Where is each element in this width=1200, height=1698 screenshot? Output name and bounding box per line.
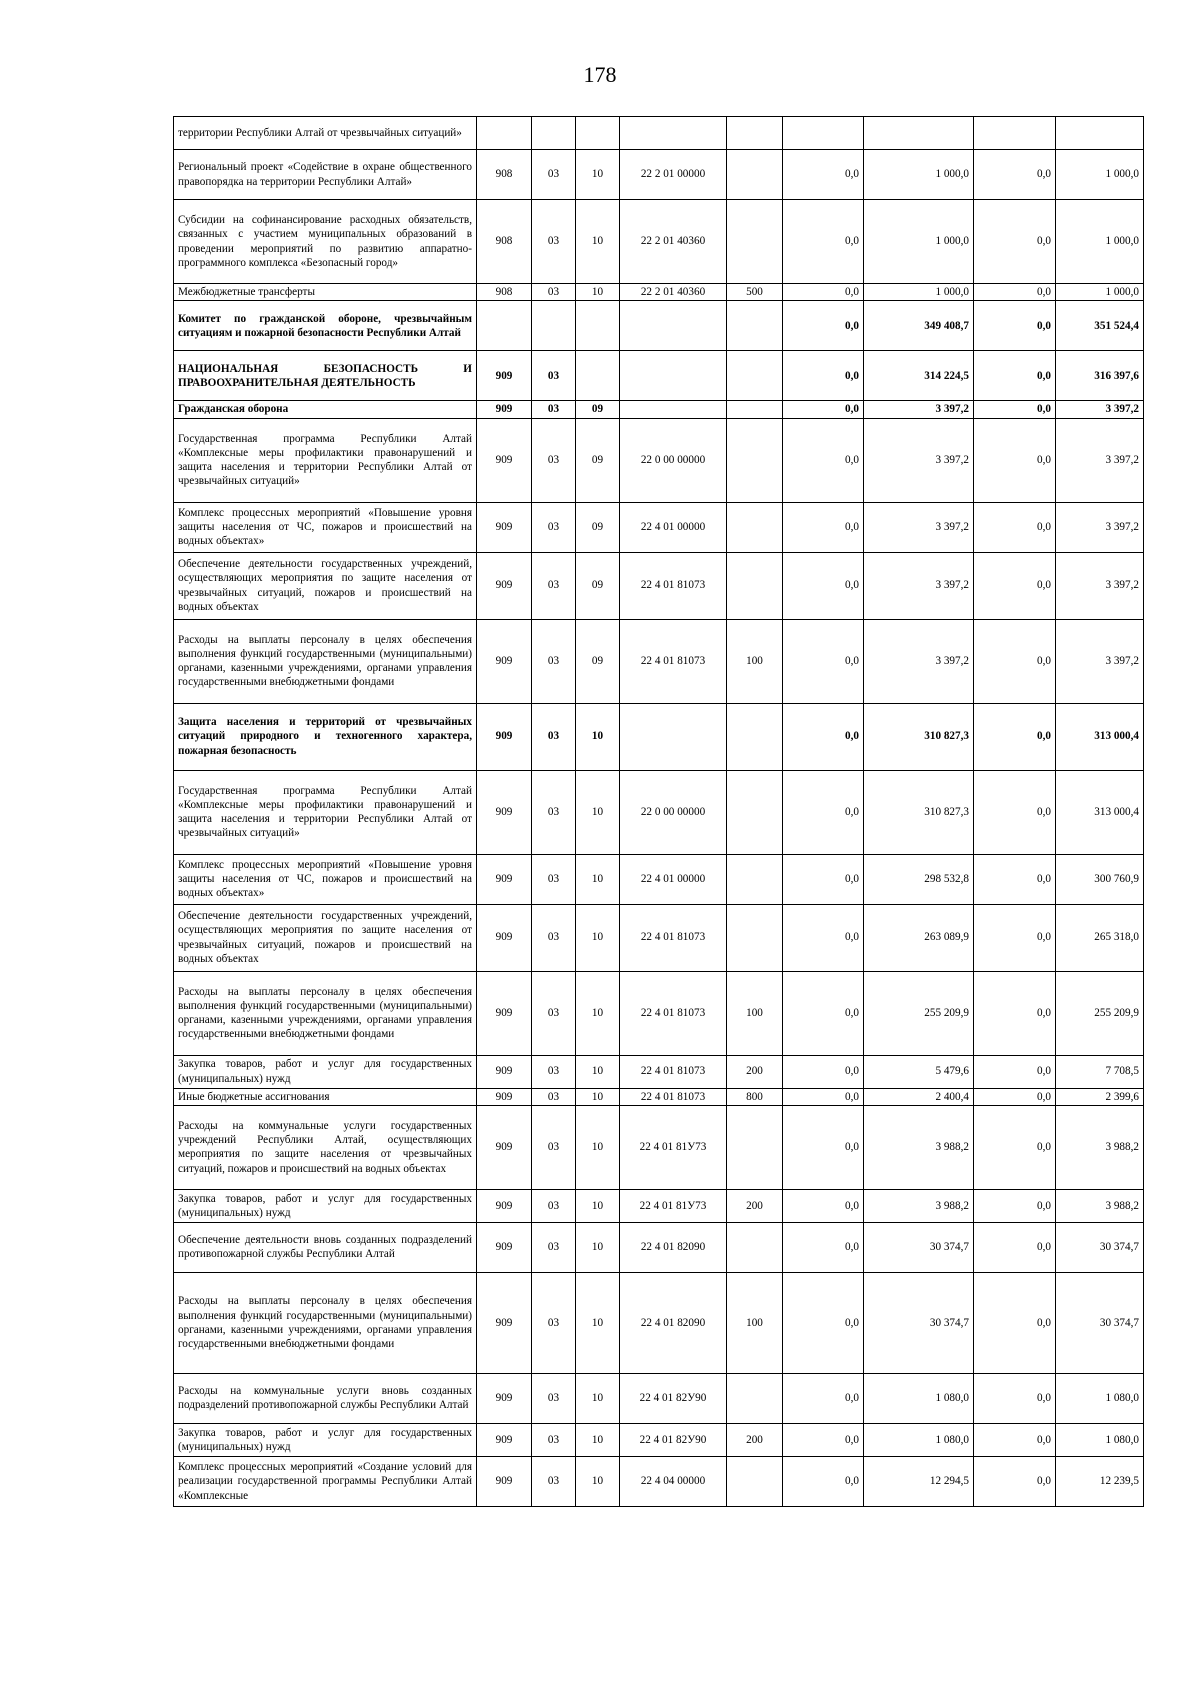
- gov-code-cell: 909: [477, 1456, 532, 1506]
- row-name-cell: Обеспечение деятельности вновь созданных подразделений противопожарной службы Республики Алтай: [174, 1222, 477, 1272]
- amount-2-cell: 1 080,0: [864, 1373, 974, 1423]
- subsection-code-cell: 10: [576, 1272, 620, 1373]
- amount-4-cell: 3 988,2: [1056, 1189, 1144, 1222]
- amount-1-cell: 0,0: [783, 1272, 864, 1373]
- amount-3-cell: 0,0: [974, 200, 1056, 284]
- budget-table: [173, 116, 1144, 1507]
- target-article-cell: 22 4 01 82У90: [620, 1423, 727, 1456]
- subsection-code-cell: 10: [576, 854, 620, 904]
- section-code-cell: 03: [532, 502, 576, 552]
- section-code-cell: 03: [532, 1189, 576, 1222]
- amount-4-cell: 300 760,9: [1056, 854, 1144, 904]
- target-article-cell: 22 4 01 81073: [620, 904, 727, 971]
- target-article-cell: [620, 301, 727, 351]
- amount-3-cell: 0,0: [974, 1189, 1056, 1222]
- amount-1-cell: 0,0: [783, 971, 864, 1055]
- amount-2-cell: 263 089,9: [864, 904, 974, 971]
- page-number: 178: [583, 62, 617, 87]
- amount-2-cell: 30 374,7: [864, 1222, 974, 1272]
- table-row: [174, 502, 1144, 552]
- table-row: [174, 1456, 1144, 1506]
- amount-2-cell: 3 397,2: [864, 619, 974, 703]
- gov-code-cell: 909: [477, 1088, 532, 1105]
- amount-3-cell: 0,0: [974, 703, 1056, 770]
- section-code-cell: 03: [532, 1373, 576, 1423]
- amount-4-cell: 1 080,0: [1056, 1373, 1144, 1423]
- expense-type-cell: 100: [727, 619, 783, 703]
- row-name-cell: Расходы на выплаты персоналу в целях обеспечения выполнения функций государственными (муниципальными) органами, казенными учреждениями, органами управления государственными внебюджетными фондами: [174, 1272, 477, 1373]
- target-article-cell: 22 4 01 82У90: [620, 1373, 727, 1423]
- amount-1-cell: 0,0: [783, 200, 864, 284]
- gov-code-cell: 909: [477, 1373, 532, 1423]
- subsection-code-cell: 10: [576, 971, 620, 1055]
- row-name-cell: Обеспечение деятельности государственных учреждений, осуществляющих мероприятия по защите населения от чрезвычайных ситуаций, пожаров и происшествий на водных объектах: [174, 904, 477, 971]
- gov-code-cell: 909: [477, 770, 532, 854]
- gov-code-cell: 909: [477, 1423, 532, 1456]
- section-code-cell: 03: [532, 1222, 576, 1272]
- subsection-code-cell: 10: [576, 770, 620, 854]
- expense-type-cell: 500: [727, 284, 783, 301]
- subsection-code-cell: [576, 301, 620, 351]
- target-article-cell: 22 4 01 00000: [620, 854, 727, 904]
- gov-code-cell: 908: [477, 284, 532, 301]
- amount-3-cell: 0,0: [974, 1272, 1056, 1373]
- table-row: [174, 1189, 1144, 1222]
- row-name-cell: Межбюджетные трансферты: [174, 284, 477, 301]
- section-code-cell: 03: [532, 971, 576, 1055]
- table-row: [174, 150, 1144, 200]
- gov-code-cell: 909: [477, 401, 532, 418]
- subsection-code-cell: 10: [576, 904, 620, 971]
- amount-4-cell: 313 000,4: [1056, 703, 1144, 770]
- amount-4-cell: 316 397,6: [1056, 351, 1144, 401]
- row-name-cell: Закупка товаров, работ и услуг для государственных (муниципальных) нужд: [174, 1055, 477, 1088]
- amount-1-cell: 0,0: [783, 1222, 864, 1272]
- amount-4-cell: [1056, 117, 1144, 150]
- amount-4-cell: 1 000,0: [1056, 200, 1144, 284]
- row-name-cell: Обеспечение деятельности государственных учреждений, осуществляющих мероприятия по защите населения от чрезвычайных ситуаций, пожаров и происшествий на водных объектах: [174, 552, 477, 619]
- expense-type-cell: 800: [727, 1088, 783, 1105]
- table-row: [174, 284, 1144, 301]
- amount-4-cell: 2 399,6: [1056, 1088, 1144, 1105]
- amount-3-cell: 0,0: [974, 1423, 1056, 1456]
- expense-type-cell: [727, 418, 783, 502]
- expense-type-cell: 200: [727, 1189, 783, 1222]
- row-name-cell: Защита населения и территорий от чрезвычайных ситуаций природного и техногенного характера, пожарная безопасность: [174, 703, 477, 770]
- gov-code-cell: 909: [477, 703, 532, 770]
- table-row: [174, 1222, 1144, 1272]
- table-row: [174, 770, 1144, 854]
- row-name-cell: Расходы на коммунальные услуги государственных учреждений Республики Алтай, осуществляющих мероприятия по защите населения от чрезвычайных ситуаций, пожаров и происшествий на водных объектах: [174, 1105, 477, 1189]
- expense-type-cell: [727, 1222, 783, 1272]
- amount-1-cell: 0,0: [783, 904, 864, 971]
- table-row: [174, 200, 1144, 284]
- amount-2-cell: 12 294,5: [864, 1456, 974, 1506]
- subsection-code-cell: 10: [576, 1423, 620, 1456]
- amount-4-cell: 3 397,2: [1056, 552, 1144, 619]
- section-code-cell: 03: [532, 1456, 576, 1506]
- subsection-code-cell: 09: [576, 552, 620, 619]
- target-article-cell: 22 4 01 81073: [620, 619, 727, 703]
- section-code-cell: 03: [532, 1423, 576, 1456]
- expense-type-cell: [727, 770, 783, 854]
- table-body: [174, 117, 1144, 1507]
- target-article-cell: [620, 351, 727, 401]
- row-name-cell: Комплекс процессных мероприятий «Повышение уровня защиты населения от ЧС, пожаров и происшествий на водных объектах»: [174, 502, 477, 552]
- subsection-code-cell: 10: [576, 1055, 620, 1088]
- subsection-code-cell: 10: [576, 1088, 620, 1105]
- subsection-code-cell: 10: [576, 1222, 620, 1272]
- section-code-cell: 03: [532, 418, 576, 502]
- gov-code-cell: 908: [477, 200, 532, 284]
- amount-1-cell: 0,0: [783, 770, 864, 854]
- row-name-cell: Государственная программа Республики Алтай «Комплексные меры профилактики правонарушений и защита населения и территории Республики Алтай от чрезвычайных ситуаций»: [174, 418, 477, 502]
- gov-code-cell: 909: [477, 619, 532, 703]
- amount-4-cell: 1 000,0: [1056, 284, 1144, 301]
- subsection-code-cell: 09: [576, 502, 620, 552]
- gov-code-cell: 909: [477, 351, 532, 401]
- amount-2-cell: 1 080,0: [864, 1423, 974, 1456]
- expense-type-cell: [727, 703, 783, 770]
- table-row: [174, 117, 1144, 150]
- row-name-cell: Закупка товаров, работ и услуг для государственных (муниципальных) нужд: [174, 1423, 477, 1456]
- expense-type-cell: [727, 351, 783, 401]
- row-name-cell: Комитет по гражданской обороне, чрезвычайным ситуациям и пожарной безопасности Республики Алтай: [174, 301, 477, 351]
- subsection-code-cell: 10: [576, 1456, 620, 1506]
- expense-type-cell: 100: [727, 971, 783, 1055]
- amount-2-cell: 3 397,2: [864, 401, 974, 418]
- section-code-cell: 03: [532, 284, 576, 301]
- table-row: [174, 703, 1144, 770]
- gov-code-cell: 909: [477, 904, 532, 971]
- gov-code-cell: 909: [477, 502, 532, 552]
- expense-type-cell: [727, 117, 783, 150]
- target-article-cell: [620, 703, 727, 770]
- amount-2-cell: 2 400,4: [864, 1088, 974, 1105]
- expense-type-cell: 200: [727, 1055, 783, 1088]
- table-row: [174, 1105, 1144, 1189]
- amount-1-cell: 0,0: [783, 1055, 864, 1088]
- gov-code-cell: 909: [477, 552, 532, 619]
- amount-1-cell: 0,0: [783, 401, 864, 418]
- amount-2-cell: 3 988,2: [864, 1105, 974, 1189]
- gov-code-cell: 909: [477, 1105, 532, 1189]
- amount-3-cell: 0,0: [974, 502, 1056, 552]
- subsection-code-cell: 10: [576, 1105, 620, 1189]
- amount-3-cell: 0,0: [974, 284, 1056, 301]
- amount-4-cell: 3 397,2: [1056, 401, 1144, 418]
- table-row: [174, 1088, 1144, 1105]
- target-article-cell: [620, 117, 727, 150]
- section-code-cell: [532, 117, 576, 150]
- row-name-cell: Комплекс процессных мероприятий «Повышение уровня защиты населения от ЧС, пожаров и происшествий на водных объектах»: [174, 854, 477, 904]
- amount-4-cell: 265 318,0: [1056, 904, 1144, 971]
- target-article-cell: 22 4 01 81073: [620, 971, 727, 1055]
- amount-4-cell: 7 708,5: [1056, 1055, 1144, 1088]
- expense-type-cell: 200: [727, 1423, 783, 1456]
- section-code-cell: 03: [532, 770, 576, 854]
- amount-2-cell: 310 827,3: [864, 770, 974, 854]
- subsection-code-cell: 09: [576, 418, 620, 502]
- row-name-cell: Региональный проект «Содействие в охране общественного правопорядка на территории Республики Алтай»: [174, 150, 477, 200]
- amount-1-cell: 0,0: [783, 418, 864, 502]
- amount-1-cell: 0,0: [783, 1373, 864, 1423]
- amount-4-cell: 3 397,2: [1056, 418, 1144, 502]
- amount-2-cell: 3 988,2: [864, 1189, 974, 1222]
- amount-3-cell: 0,0: [974, 1088, 1056, 1105]
- table-row: [174, 619, 1144, 703]
- gov-code-cell: 909: [477, 971, 532, 1055]
- amount-2-cell: 310 827,3: [864, 703, 974, 770]
- section-code-cell: 03: [532, 200, 576, 284]
- section-code-cell: 03: [532, 351, 576, 401]
- amount-2-cell: [864, 117, 974, 150]
- amount-3-cell: 0,0: [974, 552, 1056, 619]
- target-article-cell: 22 0 00 00000: [620, 418, 727, 502]
- target-article-cell: 22 4 01 81073: [620, 1088, 727, 1105]
- expense-type-cell: [727, 502, 783, 552]
- gov-code-cell: 909: [477, 1222, 532, 1272]
- expense-type-cell: [727, 1105, 783, 1189]
- expense-type-cell: [727, 150, 783, 200]
- section-code-cell: 03: [532, 1088, 576, 1105]
- amount-2-cell: 1 000,0: [864, 284, 974, 301]
- table-row: [174, 418, 1144, 502]
- amount-4-cell: 1 000,0: [1056, 150, 1144, 200]
- row-name-cell: территории Республики Алтай от чрезвычайных ситуаций»: [174, 117, 477, 150]
- amount-4-cell: 1 080,0: [1056, 1423, 1144, 1456]
- amount-2-cell: 3 397,2: [864, 418, 974, 502]
- amount-3-cell: 0,0: [974, 1373, 1056, 1423]
- amount-3-cell: 0,0: [974, 1105, 1056, 1189]
- amount-3-cell: 0,0: [974, 854, 1056, 904]
- row-name-cell: Субсидии на софинансирование расходных обязательств, связанных с участием муниципальных образований в проведении мероприятий по развитию аппаратно-программного комплекса «Безопасный город»: [174, 200, 477, 284]
- amount-3-cell: 0,0: [974, 904, 1056, 971]
- amount-4-cell: 3 397,2: [1056, 619, 1144, 703]
- amount-3-cell: 0,0: [974, 619, 1056, 703]
- amount-2-cell: 30 374,7: [864, 1272, 974, 1373]
- row-name-cell: Гражданская оборона: [174, 401, 477, 418]
- amount-3-cell: 0,0: [974, 301, 1056, 351]
- table-row: [174, 552, 1144, 619]
- amount-4-cell: 30 374,7: [1056, 1272, 1144, 1373]
- amount-2-cell: 3 397,2: [864, 552, 974, 619]
- subsection-code-cell: 10: [576, 150, 620, 200]
- row-name-cell: Расходы на коммунальные услуги вновь созданных подразделений противопожарной службы Республики Алтай: [174, 1373, 477, 1423]
- section-code-cell: 03: [532, 150, 576, 200]
- row-name-cell: Закупка товаров, работ и услуг для государственных (муниципальных) нужд: [174, 1189, 477, 1222]
- amount-3-cell: 0,0: [974, 351, 1056, 401]
- section-code-cell: 03: [532, 1055, 576, 1088]
- target-article-cell: 22 4 01 81073: [620, 1055, 727, 1088]
- table-row: [174, 301, 1144, 351]
- table-row: [174, 1272, 1144, 1373]
- expense-type-cell: [727, 1373, 783, 1423]
- amount-4-cell: 351 524,4: [1056, 301, 1144, 351]
- gov-code-cell: 909: [477, 1272, 532, 1373]
- subsection-code-cell: 10: [576, 1373, 620, 1423]
- target-article-cell: 22 4 01 82090: [620, 1272, 727, 1373]
- section-code-cell: 03: [532, 552, 576, 619]
- expense-type-cell: [727, 200, 783, 284]
- expense-type-cell: [727, 552, 783, 619]
- expense-type-cell: [727, 854, 783, 904]
- amount-2-cell: 1 000,0: [864, 200, 974, 284]
- amount-3-cell: 0,0: [974, 971, 1056, 1055]
- amount-1-cell: 0,0: [783, 1105, 864, 1189]
- amount-1-cell: 0,0: [783, 1088, 864, 1105]
- target-article-cell: 22 4 01 00000: [620, 502, 727, 552]
- subsection-code-cell: [576, 117, 620, 150]
- expense-type-cell: 100: [727, 1272, 783, 1373]
- amount-3-cell: 0,0: [974, 150, 1056, 200]
- amount-3-cell: 0,0: [974, 770, 1056, 854]
- section-code-cell: 03: [532, 854, 576, 904]
- gov-code-cell: 909: [477, 854, 532, 904]
- table-row: [174, 1055, 1144, 1088]
- target-article-cell: 22 4 01 81073: [620, 552, 727, 619]
- amount-4-cell: 3 397,2: [1056, 502, 1144, 552]
- target-article-cell: [620, 401, 727, 418]
- section-code-cell: [532, 301, 576, 351]
- gov-code-cell: 908: [477, 150, 532, 200]
- amount-1-cell: 0,0: [783, 502, 864, 552]
- amount-1-cell: 0,0: [783, 351, 864, 401]
- target-article-cell: 22 4 01 81У73: [620, 1105, 727, 1189]
- amount-1-cell: 0,0: [783, 301, 864, 351]
- expense-type-cell: [727, 904, 783, 971]
- amount-1-cell: 0,0: [783, 1423, 864, 1456]
- table-row: [174, 1373, 1144, 1423]
- target-article-cell: 22 0 00 00000: [620, 770, 727, 854]
- target-article-cell: 22 2 01 40360: [620, 284, 727, 301]
- amount-4-cell: 30 374,7: [1056, 1222, 1144, 1272]
- table-row: [174, 854, 1144, 904]
- amount-2-cell: 314 224,5: [864, 351, 974, 401]
- subsection-code-cell: 09: [576, 401, 620, 418]
- section-code-cell: 03: [532, 619, 576, 703]
- amount-3-cell: [974, 117, 1056, 150]
- amount-2-cell: 1 000,0: [864, 150, 974, 200]
- section-code-cell: 03: [532, 904, 576, 971]
- table-row: [174, 971, 1144, 1055]
- amount-1-cell: 0,0: [783, 284, 864, 301]
- amount-1-cell: 0,0: [783, 1456, 864, 1506]
- subsection-code-cell: 10: [576, 1189, 620, 1222]
- row-name-cell: Государственная программа Республики Алтай «Комплексные меры профилактики правонарушений и защита населения и территории Республики Алтай от чрезвычайных ситуаций»: [174, 770, 477, 854]
- amount-1-cell: 0,0: [783, 703, 864, 770]
- table-row: [174, 401, 1144, 418]
- row-name-cell: Комплекс процессных мероприятий «Создание условий для реализации государственной программы Республики Алтай «Комплексные: [174, 1456, 477, 1506]
- gov-code-cell: 909: [477, 418, 532, 502]
- row-name-cell: Расходы на выплаты персоналу в целях обеспечения выполнения функций государственными (муниципальными) органами, казенными учреждениями, органами управления государственными внебюджетными фондами: [174, 971, 477, 1055]
- table-row: [174, 904, 1144, 971]
- amount-3-cell: 0,0: [974, 1222, 1056, 1272]
- amount-2-cell: 5 479,6: [864, 1055, 974, 1088]
- section-code-cell: 03: [532, 401, 576, 418]
- subsection-code-cell: 09: [576, 619, 620, 703]
- subsection-code-cell: [576, 351, 620, 401]
- table-row: [174, 351, 1144, 401]
- amount-3-cell: 0,0: [974, 1055, 1056, 1088]
- amount-1-cell: 0,0: [783, 1189, 864, 1222]
- subsection-code-cell: 10: [576, 284, 620, 301]
- amount-3-cell: 0,0: [974, 1456, 1056, 1506]
- expense-type-cell: [727, 401, 783, 418]
- amount-1-cell: 0,0: [783, 854, 864, 904]
- gov-code-cell: [477, 117, 532, 150]
- section-code-cell: 03: [532, 703, 576, 770]
- amount-4-cell: 255 209,9: [1056, 971, 1144, 1055]
- section-code-cell: 03: [532, 1105, 576, 1189]
- target-article-cell: 22 2 01 40360: [620, 200, 727, 284]
- amount-2-cell: 255 209,9: [864, 971, 974, 1055]
- amount-4-cell: 313 000,4: [1056, 770, 1144, 854]
- gov-code-cell: [477, 301, 532, 351]
- expense-type-cell: [727, 301, 783, 351]
- amount-1-cell: 0,0: [783, 552, 864, 619]
- target-article-cell: 22 4 01 81У73: [620, 1189, 727, 1222]
- target-article-cell: 22 4 01 82090: [620, 1222, 727, 1272]
- target-article-cell: 22 2 01 00000: [620, 150, 727, 200]
- row-name-cell: НАЦИОНАЛЬНАЯ БЕЗОПАСНОСТЬ И ПРАВООХРАНИТЕЛЬНАЯ ДЕЯТЕЛЬНОСТЬ: [174, 351, 477, 401]
- amount-1-cell: [783, 117, 864, 150]
- subsection-code-cell: 10: [576, 703, 620, 770]
- table-row: [174, 1423, 1144, 1456]
- gov-code-cell: 909: [477, 1055, 532, 1088]
- row-name-cell: Иные бюджетные ассигнования: [174, 1088, 477, 1105]
- subsection-code-cell: 10: [576, 200, 620, 284]
- expense-type-cell: [727, 1456, 783, 1506]
- target-article-cell: 22 4 04 00000: [620, 1456, 727, 1506]
- amount-4-cell: 3 988,2: [1056, 1105, 1144, 1189]
- amount-2-cell: 349 408,7: [864, 301, 974, 351]
- amount-2-cell: 298 532,8: [864, 854, 974, 904]
- amount-2-cell: 3 397,2: [864, 502, 974, 552]
- row-name-cell: Расходы на выплаты персоналу в целях обеспечения выполнения функций государственными (муниципальными) органами, казенными учреждениями, органами управления государственными внебюджетными фондами: [174, 619, 477, 703]
- amount-4-cell: 12 239,5: [1056, 1456, 1144, 1506]
- amount-1-cell: 0,0: [783, 150, 864, 200]
- gov-code-cell: 909: [477, 1189, 532, 1222]
- amount-3-cell: 0,0: [974, 418, 1056, 502]
- amount-3-cell: 0,0: [974, 401, 1056, 418]
- section-code-cell: 03: [532, 1272, 576, 1373]
- amount-1-cell: 0,0: [783, 619, 864, 703]
